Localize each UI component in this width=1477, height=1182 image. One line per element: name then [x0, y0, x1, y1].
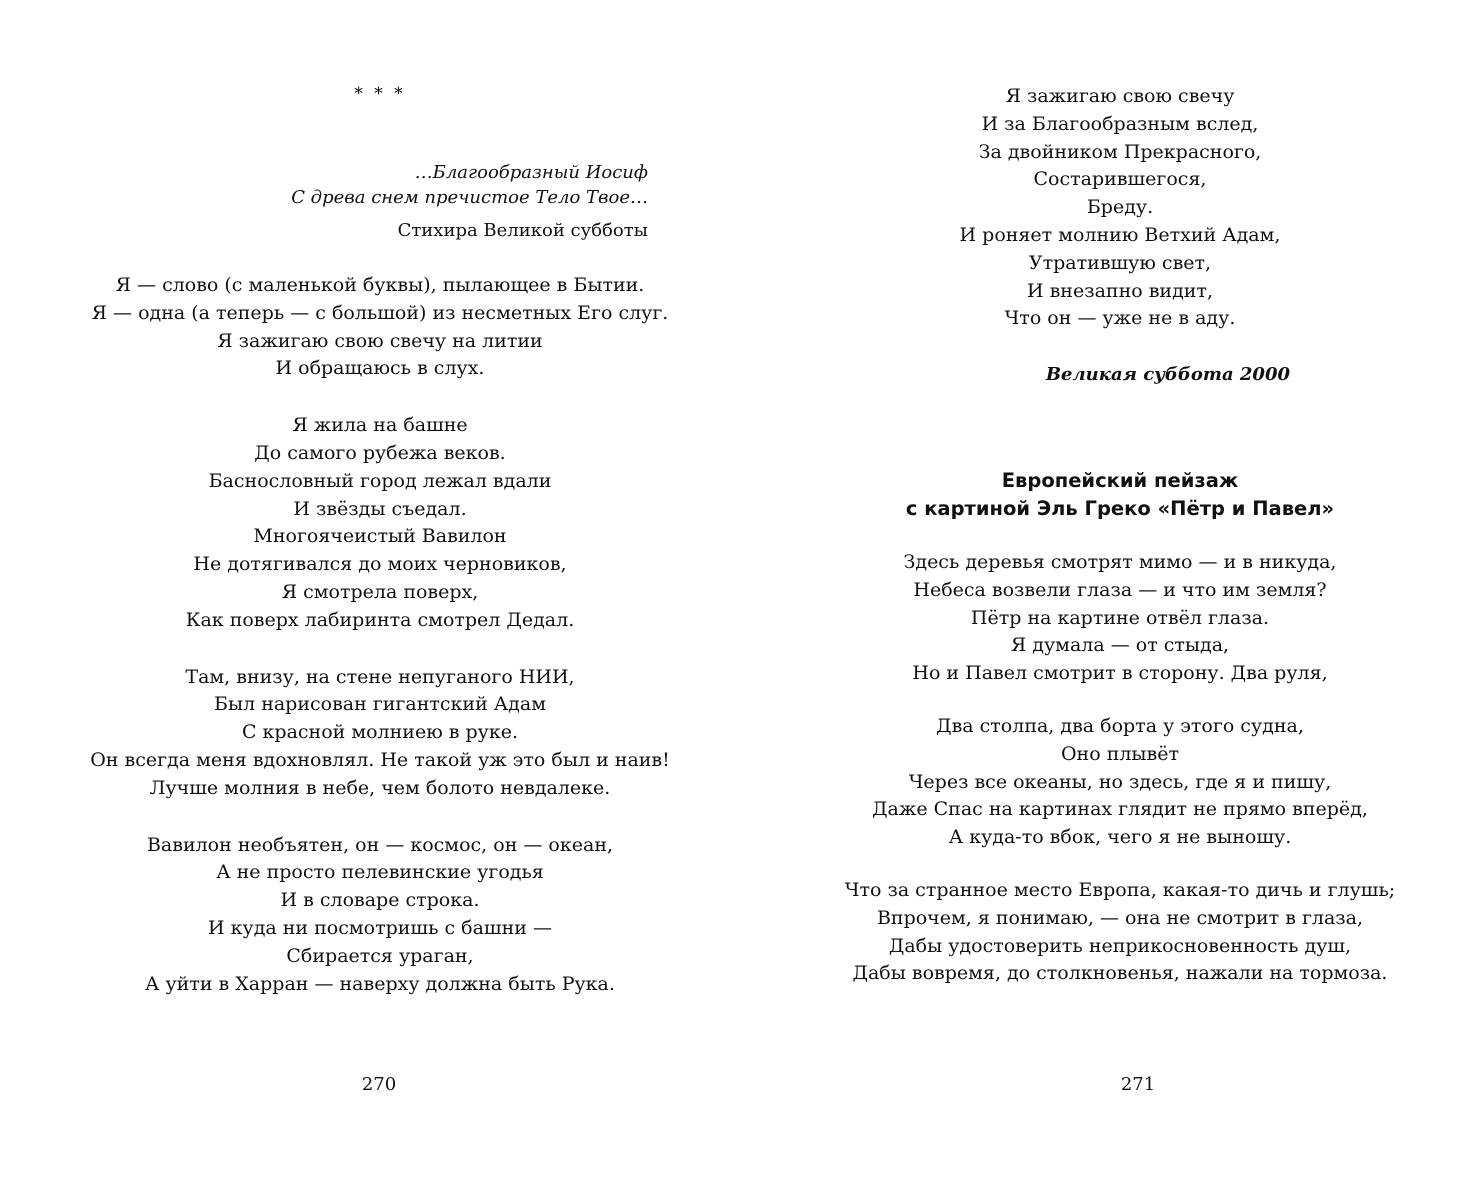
- poem-line: Я думала — от стыда,: [1010, 634, 1230, 657]
- poem-line: Он всегда меня вдохновлял. Не такой уж это был и наив!: [90, 748, 670, 771]
- poem-line: Бреду.: [1086, 196, 1154, 219]
- poem-line: Как поверх лабиринта смотрел Дедал.: [185, 608, 575, 631]
- page-number: 270: [361, 1074, 397, 1095]
- poem-line: Я смотрела поверх,: [281, 580, 479, 603]
- poem-line: Я — одна (а теперь — с большой) из несметных Его слуг.: [91, 301, 669, 324]
- poem-line: Дабы удостоверить неприкосновенность душ,: [888, 934, 1352, 957]
- poem-line: Даже Спас на картинах глядит не прямо вперёд,: [872, 798, 1368, 821]
- stanza: [50, 412, 710, 634]
- poem-title: [800, 467, 1440, 523]
- poem-line: И за Благообразным вслед,: [981, 112, 1259, 135]
- poem-line: Я — слово (с маленькой буквы), пылающее в Бытии.: [115, 274, 645, 296]
- poem-line: Лучше молния в небе, чем болото невдалеке.: [149, 776, 611, 799]
- poem-continuation: [800, 83, 1440, 333]
- poem-line: А куда-то вбок, чего я не выношу.: [948, 826, 1292, 849]
- poem-dateline: Великая суббота 2000: [1045, 364, 1290, 385]
- poem-line: И звёзды съедал.: [293, 497, 467, 520]
- poem-line: И обращаюсь в слух.: [275, 357, 485, 380]
- stanza: [50, 272, 710, 383]
- stanza: [50, 664, 710, 803]
- epigraph-source: Стихира Великой субботы: [397, 220, 648, 241]
- poem-line: Не дотягивался до моих черновиков,: [193, 553, 567, 576]
- section-ornament: * * *: [354, 84, 406, 104]
- poem-line: Баснословный город лежал вдали: [208, 469, 552, 492]
- page-number: 271: [1120, 1074, 1156, 1095]
- poem-body: [800, 549, 1440, 988]
- poem-line: Вавилон необъятен, он — космос, он — океан,: [146, 833, 614, 856]
- right-page: [760, 0, 1477, 1182]
- poem-body: [50, 272, 710, 998]
- poem-line: Впрочем, я понимаю, — она не смотрит в глаза,: [876, 906, 1364, 929]
- poem-line: Через все океаны, но здесь, где я и пишу,: [908, 770, 1332, 793]
- poem-line: Что за странное место Европа, какая-то дичь и глушь;: [844, 878, 1396, 901]
- poem-line: Я жила на башне: [292, 414, 468, 437]
- poem-line: До самого рубежа веков.: [254, 441, 506, 464]
- poem-line: И роняет молнию Ветхий Адам,: [959, 223, 1281, 246]
- poem-line: А уйти в Харран — наверху должна быть Рука.: [145, 972, 615, 995]
- stanza: [50, 832, 710, 999]
- poem-line: Оно плывёт: [1060, 742, 1180, 765]
- poem-line: С красной молниею в руке.: [241, 721, 519, 744]
- poem-line: Но и Павел смотрит в сторону. Два руля,: [912, 662, 1328, 685]
- poem-line: Здесь деревья смотрят мимо — и в никуда,: [903, 551, 1337, 573]
- stanza: [800, 877, 1440, 988]
- poem-line: За двойником Прекрасного,: [978, 140, 1262, 163]
- poem-title-line: Европейский пейзаж: [1001, 469, 1239, 492]
- poem-line: Состарившегося,: [1033, 168, 1207, 191]
- poem-line: Я зажигаю свою свечу: [1005, 85, 1235, 107]
- poem-line: Что он — уже не в аду.: [1004, 307, 1236, 330]
- stanza: [800, 549, 1440, 688]
- poem-line: Был нарисован гигантский Адам: [214, 693, 546, 716]
- epigraph-line: С древа снем пречистое Тело Твое…: [291, 187, 648, 208]
- poem-line: Сбирается ураган,: [286, 944, 474, 967]
- poem-line: И куда ни посмотришь с башни —: [208, 916, 552, 939]
- poem-line: Дабы вовремя, до столкновенья, нажали на тормоза.: [852, 962, 1388, 985]
- poem-line: Многоячеистый Вавилон: [253, 525, 507, 548]
- poem-line: Я зажигаю свою свечу на литии: [217, 329, 543, 352]
- epigraph-line: …Благообразный Иосиф: [414, 162, 648, 183]
- poem-line: Утратившую свет,: [1028, 251, 1212, 274]
- poem-line: Небеса возвели глаза — и что им земля?: [913, 578, 1327, 601]
- stanza: [800, 83, 1440, 333]
- poem-line: Там, внизу, на стене непуганого НИИ,: [185, 665, 575, 688]
- poem-line: Пётр на картине отвёл глаза.: [970, 606, 1270, 629]
- poem-line: И внезапно видит,: [1027, 279, 1213, 302]
- poem-line: А не просто пелевинские угодья: [216, 861, 544, 884]
- poem-line: Два столпа, два борта у этого судна,: [936, 714, 1304, 737]
- stanza: [800, 713, 1440, 852]
- epigraph: [200, 160, 648, 243]
- poem-title-line: с картиной Эль Греко «Пётр и Павел»: [905, 497, 1335, 520]
- poem-line: И в словаре строка.: [280, 889, 480, 912]
